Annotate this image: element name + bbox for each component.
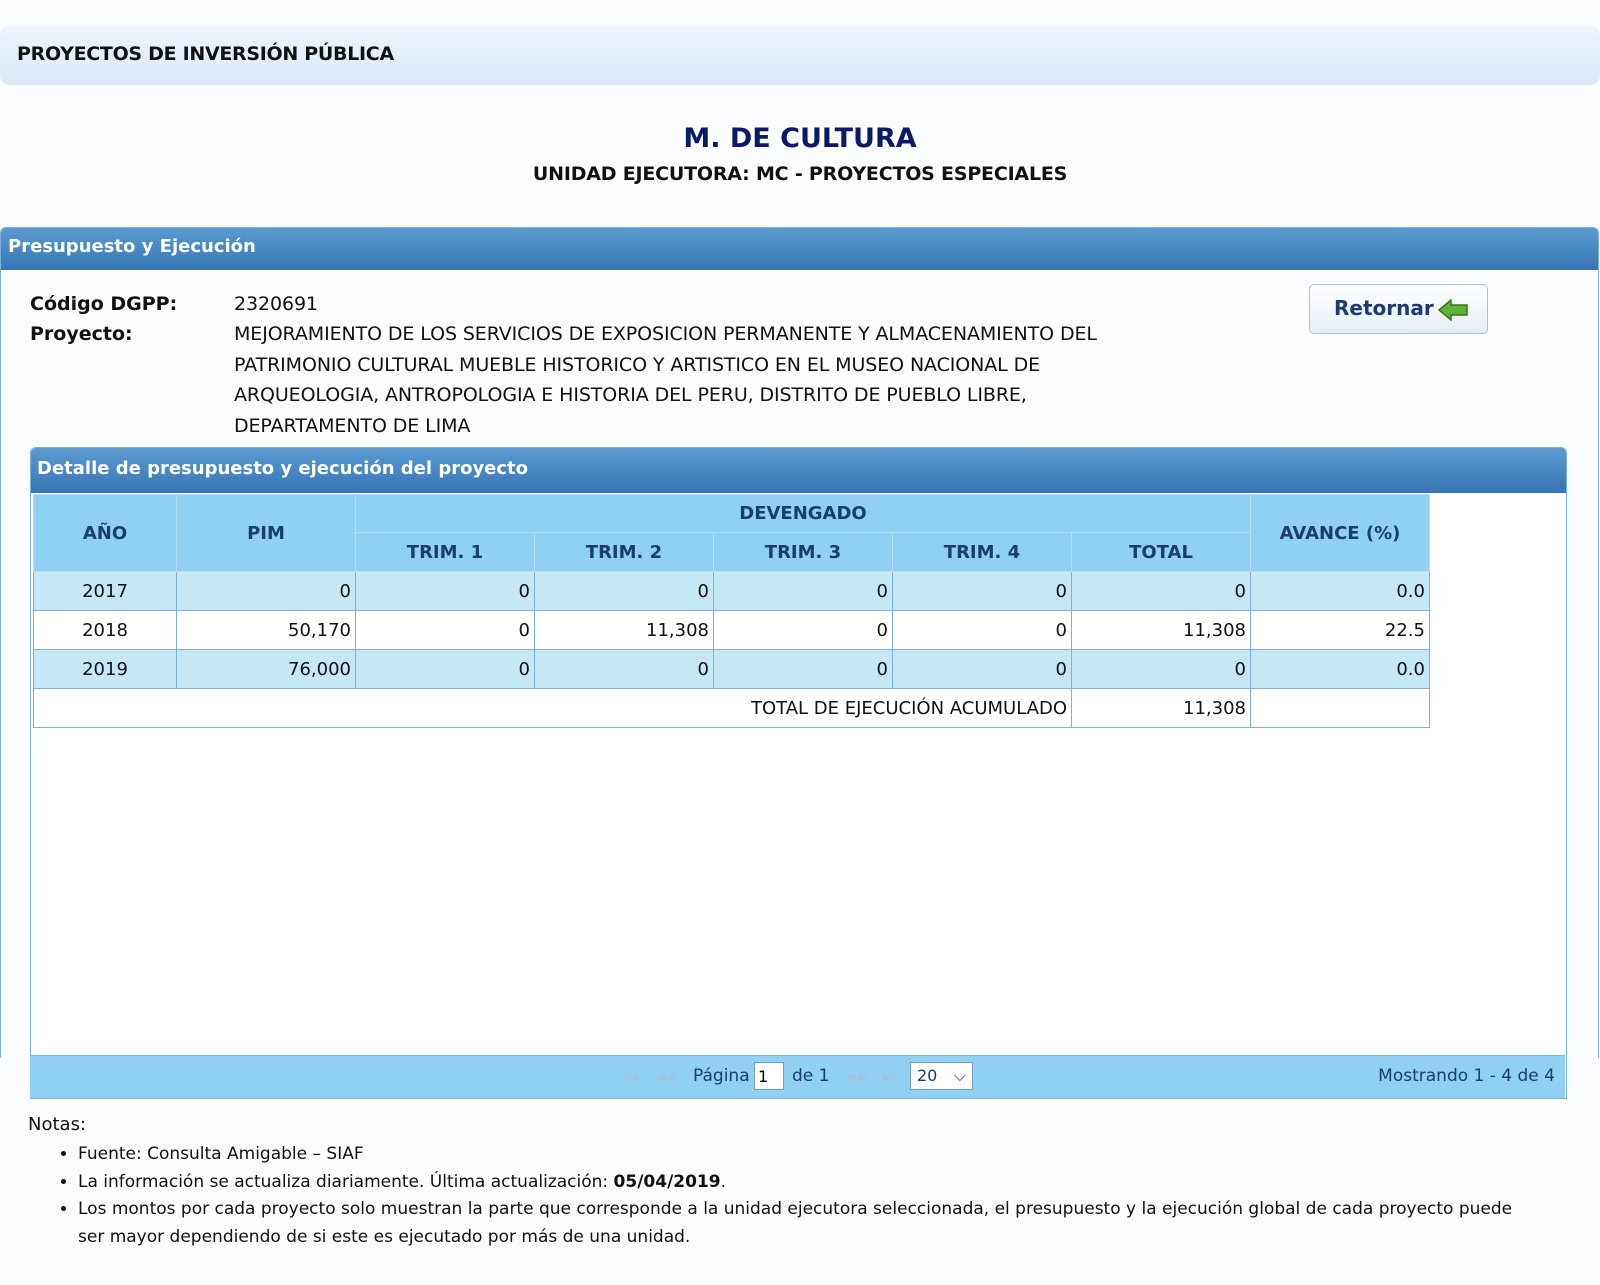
note-item [78, 1169, 1518, 1197]
project-name-line: PATRIMONIO CULTURAL MUEBLE HISTORICO Y ARTISTICO EN EL MUSEO NACIONAL DE [234, 353, 1041, 376]
page-label: Página [693, 1066, 750, 1086]
total-label: TOTAL DE EJECUCIÓN ACUMULADO [34, 689, 1072, 728]
grid-title: Detalle de presupuesto y ejecución del proyecto [31, 448, 1566, 493]
cell-avance: 0.0 [1251, 572, 1430, 611]
budget-table [33, 494, 1430, 728]
notes-title: Notas: [28, 1114, 87, 1135]
cell-trim2: 0 [535, 572, 714, 611]
note-suffix: . [720, 1171, 726, 1192]
panel-title: Presupuesto y Ejecución [1, 228, 1598, 270]
notes-list [62, 1141, 1518, 1251]
note-item: • Los montos por cada proyecto solo muestran la parte que corresponde a la unidad ejecutora seleccionada, el presupuesto y la ejecución global de cada proyecto puede ser mayor dependiendo de si este es ejecutado por más de una unidad. [78, 1196, 1518, 1251]
cell-trim4: 0 [893, 611, 1072, 650]
cell-year: 2017 [34, 572, 177, 611]
detail-grid [30, 447, 1567, 1099]
code-value: 2320691 [234, 293, 318, 315]
cell-pim: 50,170 [177, 611, 356, 650]
cell-pim: 76,000 [177, 650, 356, 689]
table-row[interactable] [34, 650, 1430, 689]
top-header-bar [0, 25, 1600, 85]
back-arrow-icon [1438, 299, 1468, 321]
showing-count: Mostrando 1 - 4 de 4 [1378, 1066, 1555, 1086]
cell-trim1: 0 [356, 572, 535, 611]
total-avance-empty [1251, 689, 1430, 728]
return-button[interactable] [1309, 284, 1488, 334]
cell-total: 11,308 [1072, 611, 1251, 650]
cell-avance: 0.0 [1251, 650, 1430, 689]
project-name-line: ARQUEOLOGIA, ANTROPOLOGIA E HISTORIA DEL PERU, DISTRITO DE PUEBLO LIBRE, [234, 384, 1027, 406]
next-page-icon[interactable]: ▶▶ [848, 1070, 868, 1085]
project-name-line: DEPARTAMENTO DE LIMA [234, 414, 471, 437]
cell-year: 2019 [34, 650, 177, 689]
page-count: de 1 [792, 1066, 830, 1086]
col-header-devengado: DEVENGADO [356, 495, 1251, 533]
cell-trim2: 11,308 [535, 611, 714, 650]
col-header-total[interactable]: TOTAL [1072, 533, 1251, 572]
col-header-trim1[interactable]: TRIM. 1 [356, 533, 535, 572]
executing-unit: UNIDAD EJECUTORA: MC - PROYECTOS ESPECIALES [532, 163, 1068, 185]
col-header-trim3[interactable]: TRIM. 3 [714, 533, 893, 572]
entity-name: M. DE CULTURA [683, 123, 917, 154]
cell-trim3: 0 [714, 572, 893, 611]
page-number-input[interactable] [754, 1062, 784, 1090]
cell-trim3: 0 [714, 650, 893, 689]
cell-trim1: 0 [356, 611, 535, 650]
project-name-line: MEJORAMIENTO DE LOS SERVICIOS DE EXPOSICION PERMANENTE Y ALMACENAMIENTO DEL [234, 323, 1097, 345]
total-row [34, 689, 1430, 728]
first-page-icon[interactable]: |◀ [624, 1070, 639, 1085]
col-header-pim[interactable]: PIM [177, 495, 356, 572]
col-header-avance[interactable]: AVANCE (%) [1251, 495, 1430, 572]
page-size-value: 20 [917, 1066, 938, 1085]
col-header-trim4[interactable]: TRIM. 4 [893, 533, 1072, 572]
last-page-icon[interactable]: ▶| [882, 1070, 897, 1085]
table-row[interactable] [34, 572, 1430, 611]
cell-trim3: 0 [714, 611, 893, 650]
col-header-year[interactable]: AÑO [34, 495, 177, 572]
cell-trim4: 0 [893, 572, 1072, 611]
cell-year: 2018 [34, 611, 177, 650]
return-label: Retornar [1334, 296, 1434, 320]
project-name [234, 319, 1284, 441]
cell-trim1: 0 [356, 650, 535, 689]
cell-trim4: 0 [893, 650, 1072, 689]
cell-trim2: 0 [535, 650, 714, 689]
table-row[interactable] [34, 611, 1430, 650]
code-label: Código DGPP: [30, 293, 178, 315]
note-text: La información se actualiza diariamente. Última actualización: [78, 1171, 614, 1192]
cell-total: 0 [1072, 650, 1251, 689]
chevron-down-icon: ⌵ [953, 1066, 966, 1085]
col-header-trim2[interactable]: TRIM. 2 [535, 533, 714, 572]
update-date: 05/04/2019 [613, 1171, 721, 1192]
page-size-select[interactable] [910, 1062, 973, 1090]
cell-avance: 22.5 [1251, 611, 1430, 650]
note-item: • Fuente: Consulta Amigable – SIAF [78, 1141, 1518, 1169]
total-value: 11,308 [1072, 689, 1251, 728]
cell-pim: 0 [177, 572, 356, 611]
pagination-bar [30, 1055, 1565, 1098]
cell-total: 0 [1072, 572, 1251, 611]
project-label: Proyecto: [30, 323, 133, 345]
page-header-title: PROYECTOS DE INVERSIÓN PÚBLICA [17, 43, 394, 65]
prev-page-icon[interactable]: ◀◀ [656, 1070, 676, 1085]
